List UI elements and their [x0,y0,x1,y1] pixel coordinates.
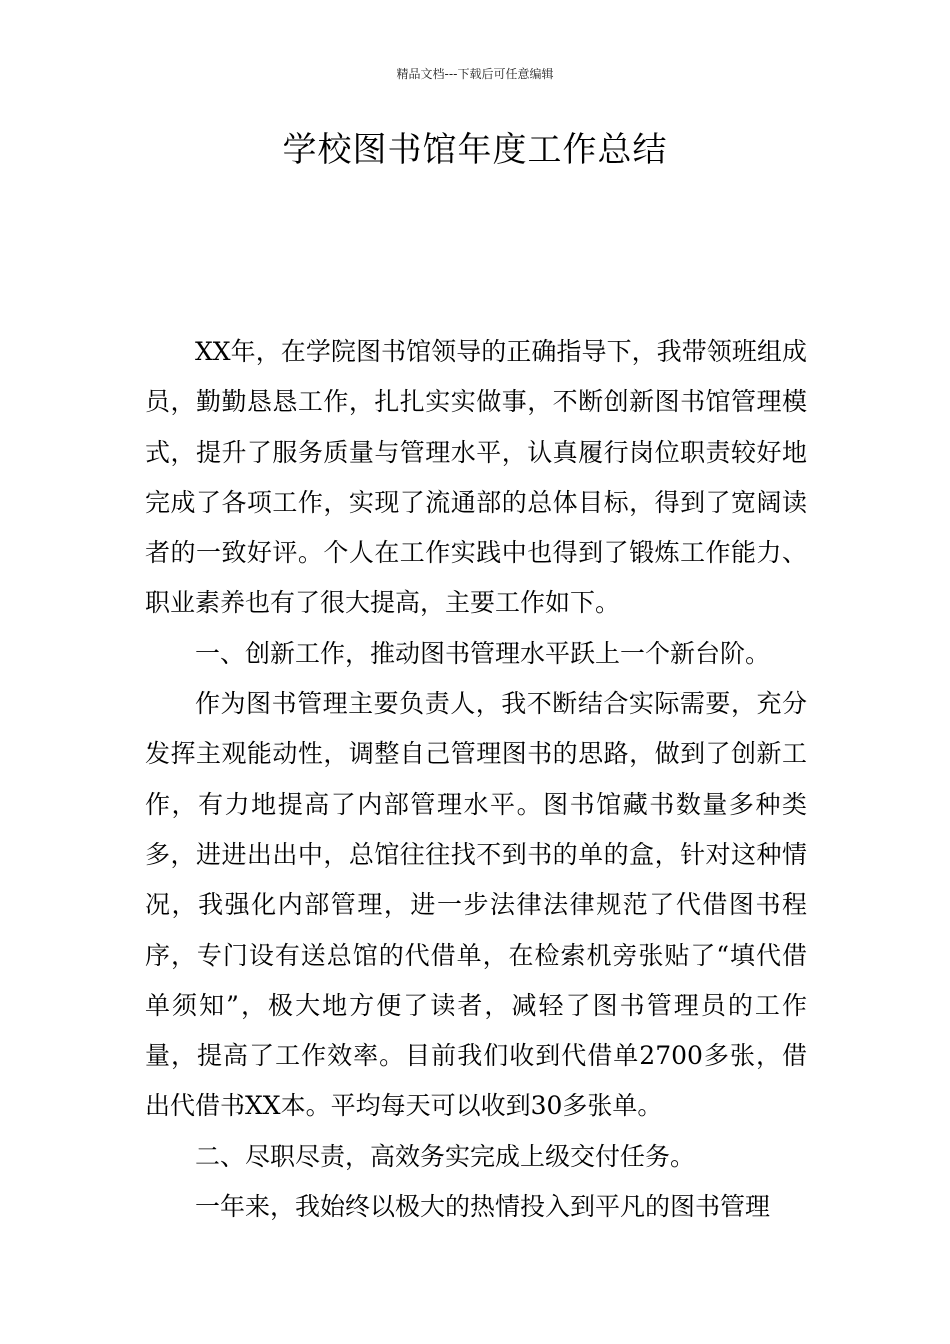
paragraph-intro: XX年，在学院图书馆领导的正确指导下，我带领班组成员，勤勤恳恳工作，扎扎实实做事，不断创新图书馆管理模式，提升了服务质量与管理水平，认真履行岗位职责较好地完成了各项工作，实现了流通部的总体目标，得到了宽阔读者的一致好评。个人在工作实践中也得到了锻炼工作能力、职业素养也有了很大提高，主要工作如下。 [145,337,807,618]
section-heading-2: 二、尽职尽责，高效务实完成上级交付任务。 [195,1141,696,1171]
document-title: 学校图书馆年度工作总结 [282,130,668,170]
section-heading-1: 一、创新工作，推动图书管理水平跃上一个新台阶。 [195,638,771,668]
paragraph-section-1: 作为图书管理主要负责人，我不断结合实际需要，充分发挥主观能动性，调整自己管理图书的思路，做到了创新工作，有力地提高了内部管理水平。图书馆藏书数量多种类多，进进出出中，总馆往往找不到书的单的盒，针对这种情况，我强化内部管理，进一步法律法律规范了代借图书程序，专门设有送总馆的代借单，在检索机旁张贴了“填代借单须知”，极大地方便了读者，减轻了图书管理员的工作量，提高了工作效率。目前我们收到代借单2700多张，借出代借书XX本。平均每天可以收到30多张单。 [145,689,807,1121]
document-body [145,327,807,1232]
paragraph-section-2: 一年来，我始终以极大的热情投入到平凡的图书管理 [195,1192,771,1222]
header-note: 精品文档---下载后可任意编辑 [396,67,554,81]
